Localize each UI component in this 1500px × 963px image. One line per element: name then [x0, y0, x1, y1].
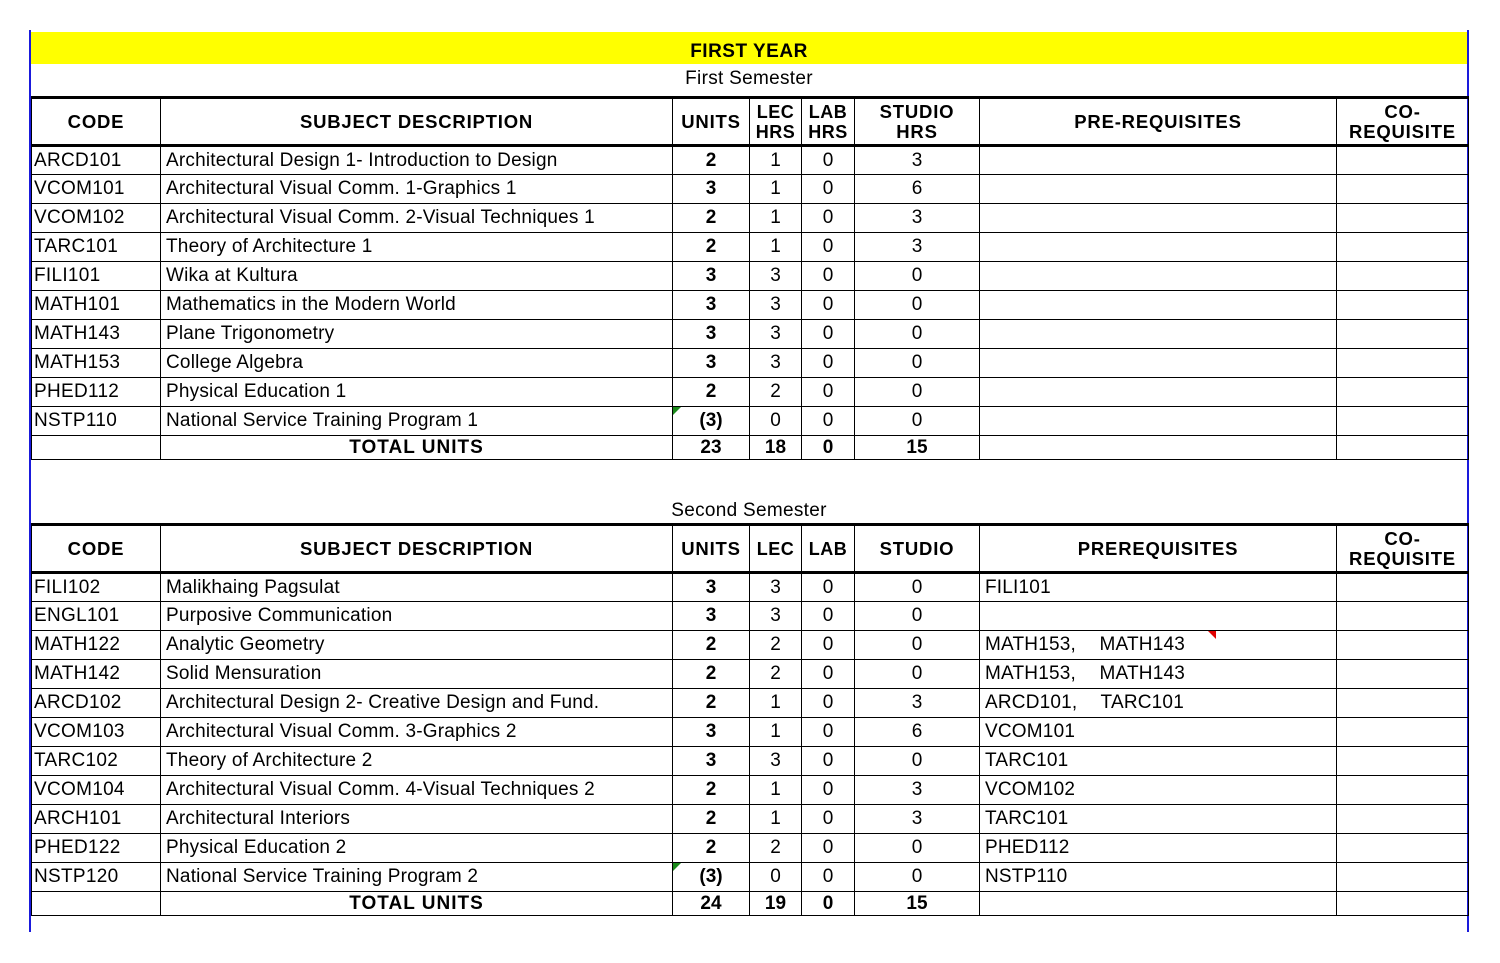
course-prerequisites [980, 262, 1337, 291]
header-corequisite [1337, 98, 1469, 146]
course-description: Theory of Architecture 1 [161, 233, 673, 262]
course-studio-hrs: 0 [855, 660, 980, 689]
course-corequisite [1337, 718, 1469, 747]
course-lec-hrs: 1 [750, 776, 802, 805]
course-corequisite [1337, 573, 1469, 602]
course-corequisite [1337, 776, 1469, 805]
header-prerequisites: PREREQUISITES [980, 525, 1337, 573]
course-code: MATH101 [32, 291, 161, 320]
course-studio-hrs: 0 [855, 602, 980, 631]
course-description: Mathematics in the Modern World [161, 291, 673, 320]
course-corequisite [1337, 262, 1469, 291]
course-corequisite [1337, 805, 1469, 834]
total-units: 24 [673, 892, 750, 916]
course-code: FILI102 [32, 573, 161, 602]
total-units-label: TOTAL UNITS [161, 436, 673, 460]
header-subject-description: SUBJECT DESCRIPTION [161, 525, 673, 573]
header-coreq-line2: REQUISITE [1349, 547, 1456, 569]
header-coreq-line1: CO- [1384, 100, 1421, 122]
course-units: 2 [673, 378, 750, 407]
course-lec-hrs: 1 [750, 175, 802, 204]
course-studio-hrs: 3 [855, 204, 980, 233]
course-lec-hrs: 2 [750, 631, 802, 660]
course-units: (3) [673, 407, 750, 436]
course-studio-hrs: 0 [855, 834, 980, 863]
course-lab-hrs: 0 [802, 233, 855, 262]
course-studio-hrs: 0 [855, 262, 980, 291]
course-code: VCOM102 [32, 204, 161, 233]
course-units: 2 [673, 233, 750, 262]
course-prerequisites [980, 204, 1337, 233]
course-units: 3 [673, 349, 750, 378]
course-studio-hrs: 0 [855, 291, 980, 320]
course-lec-hrs: 0 [750, 863, 802, 892]
header-studio-hrs [855, 98, 980, 146]
header-studio-line1: STUDIO [879, 100, 955, 122]
course-description: Architectural Design 2- Creative Design and Fund. [161, 689, 673, 718]
course-units: 3 [673, 573, 750, 602]
course-row [32, 233, 1469, 262]
header-lab: LAB [802, 525, 855, 573]
course-lab-hrs: 0 [802, 834, 855, 863]
course-code: ARCD101 [32, 146, 161, 175]
course-prerequisites: PHED112 [980, 834, 1337, 863]
total-spacer [32, 436, 161, 460]
course-corequisite [1337, 204, 1469, 233]
course-lec-hrs: 2 [750, 660, 802, 689]
course-lec-hrs: 3 [750, 262, 802, 291]
course-studio-hrs: 0 [855, 631, 980, 660]
total-studio-hrs: 15 [855, 436, 980, 460]
total-prereq-blank [980, 892, 1337, 916]
curriculum-sheet [29, 30, 1469, 932]
course-description: Solid Mensuration [161, 660, 673, 689]
course-code: ENGL101 [32, 602, 161, 631]
course-prerequisites [980, 602, 1337, 631]
course-lec-hrs: 1 [750, 805, 802, 834]
course-lab-hrs: 0 [802, 291, 855, 320]
course-description: Malikhaing Pagsulat [161, 573, 673, 602]
header-lab-line2: HRS [808, 121, 848, 142]
course-row [32, 349, 1469, 378]
course-description: Theory of Architecture 2 [161, 747, 673, 776]
course-studio-hrs: 6 [855, 718, 980, 747]
course-units: 3 [673, 602, 750, 631]
course-corequisite [1337, 291, 1469, 320]
course-description: Analytic Geometry [161, 631, 673, 660]
total-lec-hrs: 18 [750, 436, 802, 460]
course-units: 3 [673, 718, 750, 747]
course-lec-hrs: 3 [750, 320, 802, 349]
course-corequisite [1337, 660, 1469, 689]
course-lab-hrs: 0 [802, 378, 855, 407]
course-row [32, 747, 1469, 776]
course-lab-hrs: 0 [802, 573, 855, 602]
course-lec-hrs: 3 [750, 291, 802, 320]
total-units-label: TOTAL UNITS [161, 892, 673, 916]
course-lec-hrs: 0 [750, 407, 802, 436]
course-units: 2 [673, 834, 750, 863]
header-code: CODE [32, 525, 161, 573]
course-prerequisites: TARC101 [980, 805, 1337, 834]
course-prerequisites [980, 233, 1337, 262]
course-lec-hrs: 2 [750, 378, 802, 407]
course-description: Plane Trigonometry [161, 320, 673, 349]
course-units: 3 [673, 747, 750, 776]
course-code: ARCD102 [32, 689, 161, 718]
total-lab-hrs: 0 [802, 436, 855, 460]
course-row [32, 262, 1469, 291]
total-lec-hrs: 19 [750, 892, 802, 916]
course-lec-hrs: 2 [750, 834, 802, 863]
course-lab-hrs: 0 [802, 204, 855, 233]
course-studio-hrs: 0 [855, 349, 980, 378]
course-description: Architectural Visual Comm. 2-Visual Techniques 1 [161, 204, 673, 233]
course-description: Architectural Visual Comm. 3-Graphics 2 [161, 718, 673, 747]
sem2-title: Second Semester [671, 500, 827, 521]
course-prerequisites: VCOM102 [980, 776, 1337, 805]
course-prerequisites [980, 291, 1337, 320]
course-row [32, 146, 1469, 175]
course-code: VCOM101 [32, 175, 161, 204]
course-corequisite [1337, 631, 1469, 660]
course-units: 2 [673, 631, 750, 660]
course-lab-hrs: 0 [802, 631, 855, 660]
course-prerequisites [980, 146, 1337, 175]
course-row [32, 718, 1469, 747]
course-units: 2 [673, 660, 750, 689]
total-coreq-blank [1337, 892, 1469, 916]
course-studio-hrs: 0 [855, 320, 980, 349]
course-studio-hrs: 0 [855, 573, 980, 602]
course-lec-hrs: 1 [750, 233, 802, 262]
course-lec-hrs: 3 [750, 573, 802, 602]
course-units: 3 [673, 291, 750, 320]
header-lab-line1: LAB [808, 101, 848, 122]
course-row [32, 689, 1469, 718]
course-lab-hrs: 0 [802, 805, 855, 834]
course-row [32, 204, 1469, 233]
course-code: MATH143 [32, 320, 161, 349]
course-description: National Service Training Program 2 [161, 863, 673, 892]
header-coreq-line1: CO- [1384, 527, 1421, 549]
course-studio-hrs: 0 [855, 407, 980, 436]
course-corequisite [1337, 863, 1469, 892]
course-row [32, 863, 1469, 892]
course-units: 2 [673, 689, 750, 718]
course-lec-hrs: 1 [750, 689, 802, 718]
course-lab-hrs: 0 [802, 747, 855, 776]
course-description: College Algebra [161, 349, 673, 378]
course-prerequisites: VCOM101 [980, 718, 1337, 747]
course-row [32, 631, 1469, 660]
header-lec-line1: LEC [756, 101, 795, 122]
course-units: 3 [673, 262, 750, 291]
course-lab-hrs: 0 [802, 776, 855, 805]
course-corequisite [1337, 689, 1469, 718]
course-description: Wika at Kultura [161, 262, 673, 291]
course-lec-hrs: 3 [750, 747, 802, 776]
course-row [32, 320, 1469, 349]
course-code: TARC102 [32, 747, 161, 776]
course-row [32, 175, 1469, 204]
sem1-header-row [32, 98, 1469, 146]
total-row [32, 436, 1469, 460]
course-corequisite [1337, 602, 1469, 631]
course-prerequisites [980, 175, 1337, 204]
course-studio-hrs: 0 [855, 747, 980, 776]
sem1-title: First Semester [685, 68, 813, 89]
course-description: Physical Education 1 [161, 378, 673, 407]
header-prerequisites: PRE-REQUISITES [980, 98, 1337, 146]
header-lec-line2: HRS [755, 121, 796, 142]
course-lab-hrs: 0 [802, 660, 855, 689]
course-corequisite [1337, 747, 1469, 776]
total-coreq-blank [1337, 436, 1469, 460]
course-studio-hrs: 3 [855, 805, 980, 834]
course-studio-hrs: 6 [855, 175, 980, 204]
course-corequisite [1337, 146, 1469, 175]
course-row [32, 573, 1469, 602]
header-lec: LEC [750, 525, 802, 573]
course-lab-hrs: 0 [802, 320, 855, 349]
course-studio-hrs: 0 [855, 378, 980, 407]
course-prerequisites [980, 320, 1337, 349]
course-lec-hrs: 3 [750, 349, 802, 378]
course-lab-hrs: 0 [802, 689, 855, 718]
total-row [32, 892, 1469, 916]
course-code: MATH122 [32, 631, 161, 660]
course-lec-hrs: 1 [750, 146, 802, 175]
course-prerequisites: MATH153, MATH143 [980, 631, 1337, 660]
course-code: NSTP110 [32, 407, 161, 436]
course-code: VCOM103 [32, 718, 161, 747]
course-prerequisites [980, 349, 1337, 378]
header-corequisite [1337, 525, 1469, 573]
course-code: NSTP120 [32, 863, 161, 892]
header-coreq-line2: REQUISITE [1349, 120, 1456, 142]
course-prerequisites: TARC101 [980, 747, 1337, 776]
course-prerequisites [980, 378, 1337, 407]
course-lab-hrs: 0 [802, 718, 855, 747]
course-code: FILI101 [32, 262, 161, 291]
course-corequisite [1337, 320, 1469, 349]
course-studio-hrs: 3 [855, 233, 980, 262]
sem1-table [31, 96, 1469, 460]
course-code: PHED112 [32, 378, 161, 407]
course-code: ARCH101 [32, 805, 161, 834]
course-code: TARC101 [32, 233, 161, 262]
header-lec-hrs [750, 98, 802, 146]
course-units: 2 [673, 204, 750, 233]
sem2-table [31, 523, 1469, 916]
header-studio-line2: HRS [896, 120, 938, 142]
sem2-header-row [32, 525, 1469, 573]
course-studio-hrs: 3 [855, 776, 980, 805]
course-corequisite [1337, 407, 1469, 436]
total-spacer [32, 892, 161, 916]
total-lab-hrs: 0 [802, 892, 855, 916]
course-prerequisites: NSTP110 [980, 863, 1337, 892]
course-row [32, 660, 1469, 689]
course-description: Architectural Interiors [161, 805, 673, 834]
course-description: Architectural Visual Comm. 1-Graphics 1 [161, 175, 673, 204]
total-studio-hrs: 15 [855, 892, 980, 916]
course-units: 2 [673, 146, 750, 175]
course-prerequisites [980, 407, 1337, 436]
header-units: UNITS [673, 525, 750, 573]
course-prerequisites: MATH153, MATH143 [980, 660, 1337, 689]
header-units: UNITS [673, 98, 750, 146]
course-units: (3) [673, 863, 750, 892]
course-studio-hrs: 3 [855, 689, 980, 718]
comment-indicator-icon [673, 863, 681, 871]
course-corequisite [1337, 349, 1469, 378]
course-corequisite [1337, 378, 1469, 407]
year-title: FIRST YEAR [31, 32, 1467, 64]
header-studio: STUDIO [855, 525, 980, 573]
course-lab-hrs: 0 [802, 146, 855, 175]
course-code: PHED122 [32, 834, 161, 863]
course-lec-hrs: 1 [750, 718, 802, 747]
course-row [32, 776, 1469, 805]
course-description: Purposive Communication [161, 602, 673, 631]
course-description: Architectural Design 1- Introduction to Design [161, 146, 673, 175]
course-units: 2 [673, 805, 750, 834]
comment-indicator-icon [1208, 631, 1216, 639]
header-subject-description: SUBJECT DESCRIPTION [161, 98, 673, 146]
course-row [32, 378, 1469, 407]
course-description: National Service Training Program 1 [161, 407, 673, 436]
course-row [32, 602, 1469, 631]
course-studio-hrs: 0 [855, 863, 980, 892]
course-lab-hrs: 0 [802, 602, 855, 631]
total-prereq-blank [980, 436, 1337, 460]
course-corequisite [1337, 834, 1469, 863]
course-lab-hrs: 0 [802, 262, 855, 291]
course-code: VCOM104 [32, 776, 161, 805]
header-code: CODE [32, 98, 161, 146]
header-lab-hrs [802, 98, 855, 146]
course-lec-hrs: 1 [750, 204, 802, 233]
course-corequisite [1337, 175, 1469, 204]
course-corequisite [1337, 233, 1469, 262]
course-units: 2 [673, 776, 750, 805]
course-row [32, 407, 1469, 436]
total-units: 23 [673, 436, 750, 460]
course-prerequisites: ARCD101, TARC101 [980, 689, 1337, 718]
course-code: MATH142 [32, 660, 161, 689]
course-lec-hrs: 3 [750, 602, 802, 631]
course-lab-hrs: 0 [802, 175, 855, 204]
course-units: 3 [673, 175, 750, 204]
comment-indicator-icon [673, 407, 681, 415]
course-lab-hrs: 0 [802, 407, 855, 436]
course-studio-hrs: 3 [855, 146, 980, 175]
course-units: 3 [673, 320, 750, 349]
course-row [32, 834, 1469, 863]
course-lab-hrs: 0 [802, 863, 855, 892]
course-row [32, 291, 1469, 320]
course-description: Architectural Visual Comm. 4-Visual Techniques 2 [161, 776, 673, 805]
course-prerequisites: FILI101 [980, 573, 1337, 602]
course-code: MATH153 [32, 349, 161, 378]
course-description: Physical Education 2 [161, 834, 673, 863]
course-lab-hrs: 0 [802, 349, 855, 378]
course-row [32, 805, 1469, 834]
